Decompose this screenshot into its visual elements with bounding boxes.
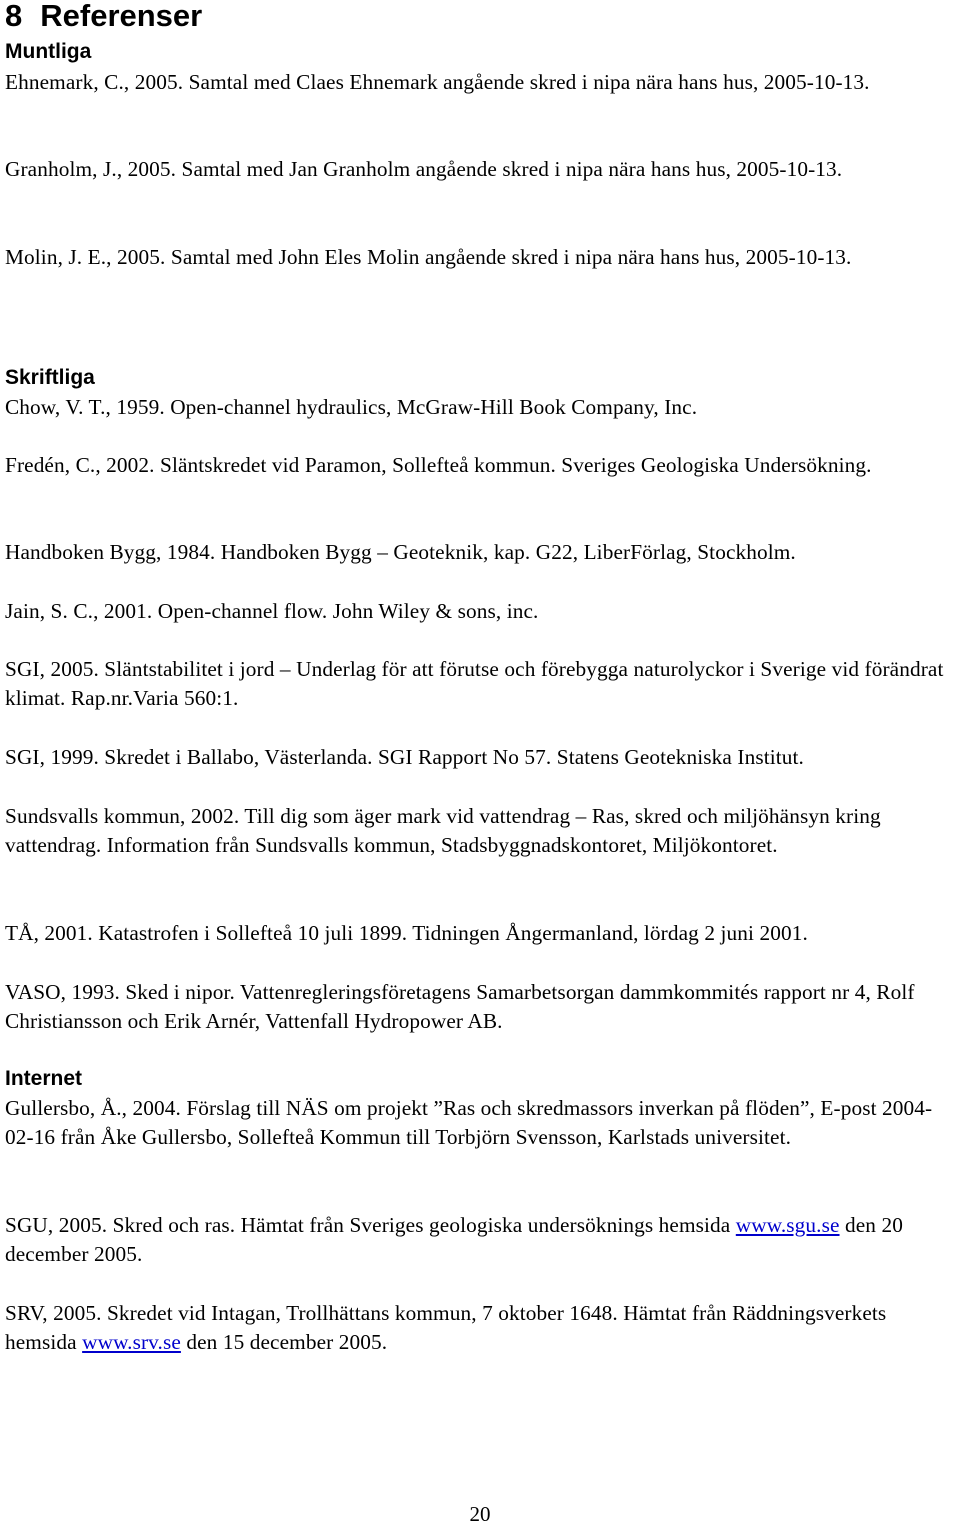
srv-link[interactable]: www.srv.se — [82, 1330, 181, 1354]
chapter-title: Referenser — [40, 0, 203, 33]
reference-entry: Jain, S. C., 2001. Open-channel flow. John Wiley & sons, inc. — [5, 599, 539, 623]
reference-text: den 20 december 2005. — [5, 1213, 903, 1266]
reference-entry: Ehnemark, C., 2005. Samtal med Claes Ehnemark angående skred i nipa nära hans hus, 2005-10-13. — [5, 70, 870, 94]
reference-entry: Gullersbo, Å., 2004. Förslag till NÄS om projekt ”Ras och skredmassors inverkan på flöden”, E-post 2004-02-16 från Åke Gullersbo, Sollefteå Kommun till Torbjörn Svensson, Karlstads universitet. — [5, 1096, 933, 1149]
reference-entry: Sundsvalls kommun, 2002. Till dig som äger mark vid vattendrag – Ras, skred och miljöhänsyn kring vattendrag. Information från Sundsvalls kommun, Stadsbyggnadskontoret, Miljökontoret. — [5, 804, 881, 857]
reference-entry: SGI, 2005. Släntstabilitet i jord – Underlag för att förutse och förebygga naturolyckor i Sverige vid förändrat klimat. Rap.nr.Varia 560:1. — [5, 657, 944, 710]
reference-text: den 15 december 2005. — [186, 1330, 388, 1354]
section-heading-oral: Muntliga — [5, 40, 92, 63]
sgu-link[interactable]: www.sgu.se — [735, 1213, 840, 1237]
reference-entry: Handboken Bygg, 1984. Handboken Bygg – Geoteknik, kap. G22, LiberFörlag, Stockholm. — [5, 540, 796, 564]
chapter-heading — [5, 0, 202, 36]
chapter-number: 8 — [5, 0, 23, 33]
reference-entry — [5, 1299, 957, 1357]
reference-text: SGU, 2005. Skred och ras. Hämtat från Sveriges geologiska undersöknings hemsida — [5, 1213, 731, 1237]
reference-entry: Chow, V. T., 1959. Open-channel hydraulics, McGraw-Hill Book Company, Inc. — [5, 395, 698, 419]
reference-entry: Granholm, J., 2005. Samtal med Jan Granholm angående skred i nipa nära hans hus, 2005-10-13. — [5, 157, 843, 181]
section-heading-internet: Internet — [5, 1067, 83, 1090]
reference-entry — [5, 1211, 957, 1269]
reference-entry: Fredén, C., 2002. Släntskredet vid Paramon, Sollefteå kommun. Sveriges Geologiska Undersökning. — [5, 453, 872, 477]
reference-text: SRV, 2005. Skredet vid Intagan, Trollhättans kommun, 7 oktober 1648. Hämtat från Räddningsverkets hemsida — [5, 1301, 887, 1354]
reference-entry: VASO, 1993. Sked i nipor. Vattenregleringsföretagens Samarbetsorgan dammkommités rapport nr 4, Rolf Christiansson och Erik Arnér, Vattenfall Hydropower AB. — [5, 980, 915, 1033]
reference-entry: SGI, 1999. Skredet i Ballabo, Västerlanda. SGI Rapport No 57. Statens Geotekniska Institut. — [5, 745, 804, 769]
section-heading-written: Skriftliga — [5, 366, 95, 389]
reference-entry: Molin, J. E., 2005. Samtal med John Eles Molin angående skred i nipa nära hans hus, 2005-10-13. — [5, 245, 852, 269]
page-number: 20 — [469, 1502, 491, 1526]
reference-entry: TÅ, 2001. Katastrofen i Sollefteå 10 juli 1899. Tidningen Ångermanland, lördag 2 juni 2001. — [5, 921, 808, 945]
